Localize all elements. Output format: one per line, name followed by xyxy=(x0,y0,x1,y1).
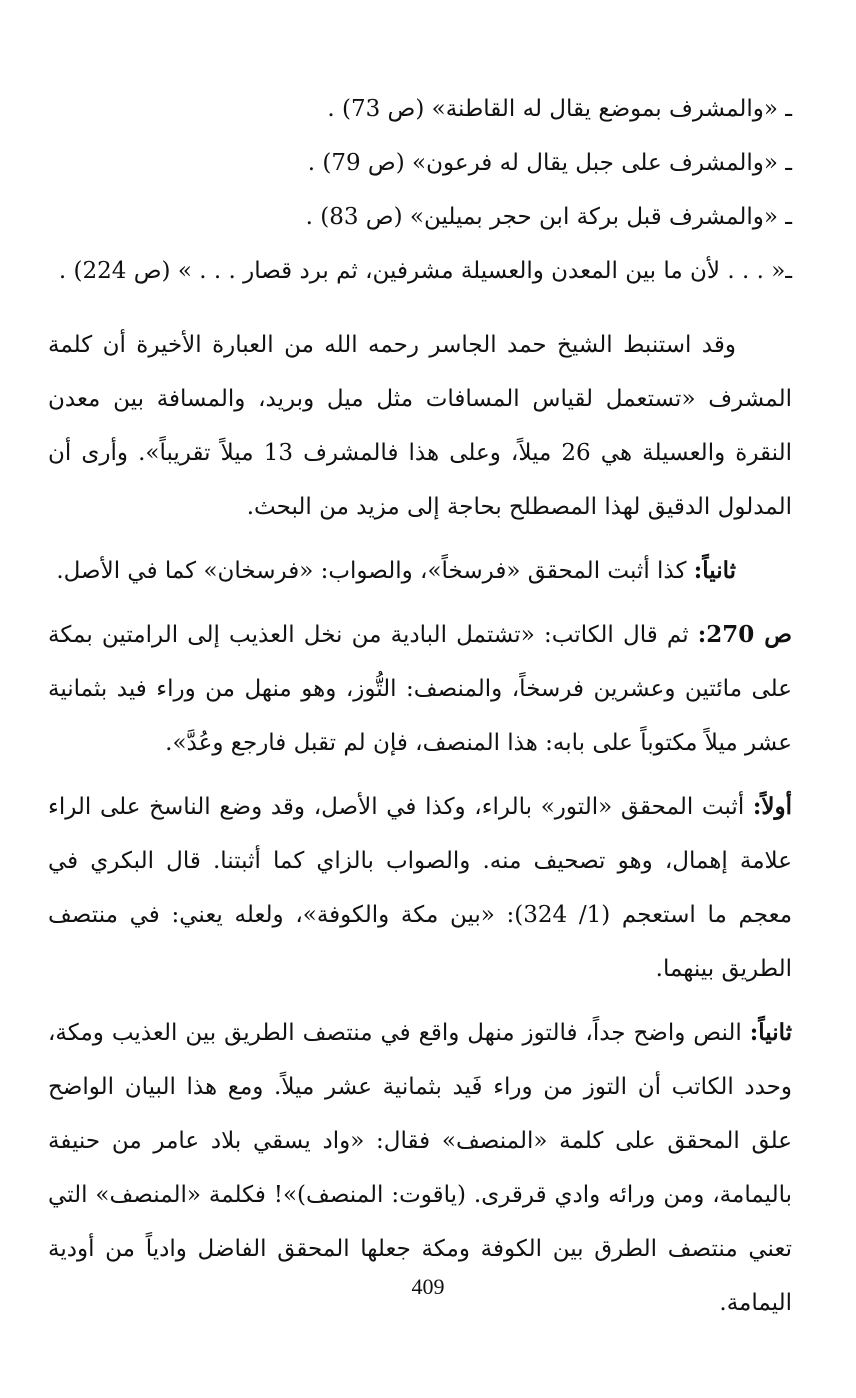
paragraph-text: أثبت المحقق «التور» بالراء، وكذا في الأصل، وقد وضع الناسخ على الراء علامة إهمال، وهو تصحيف منه. والصواب بالزاي كما أثبتنا. قال البكري في معجم ما استعجم (1/ 324): «بين مكة والكوفة»، ولعله يعني: في منتصف الطريق بينهما. xyxy=(48,794,793,982)
paragraph-lead: ثانياً: xyxy=(693,557,736,584)
paragraph-lead: ثانياً: xyxy=(749,1019,792,1046)
paragraph-1: وقد استنبط الشيخ حمد الجاسر رحمه الله من العبارة الأخيرة أن كلمة المشرف «تستعمل لقياس المسافات مثل ميل وبريد، والمسافة بين معدن النقرة والعسيلة هي 26 ميلاً، وعلى هذا فالمشرف 13 ميلاً تقريباً». وأرى أن المدلول الدقيق لهذا المصطلح بحاجة إلى مزيد من البحث. xyxy=(48,332,792,520)
list-item: ـ «والمشرف بموضع يقال له القاطنة» (ص 73) . xyxy=(327,96,792,122)
list-item: ـ« . . . لأن ما بين المعدن والعسيلة مشرفين، ثم برد قصار . . . » (ص 224) . xyxy=(58,258,792,284)
list-item: ـ «والمشرف على جبل يقال له فرعون» (ص 79) . xyxy=(307,150,792,176)
quote-list xyxy=(48,82,792,298)
paragraph-2 xyxy=(48,544,792,598)
paragraph-text: كذا أثبت المحقق «فرسخاً»، والصواب: «فرسخان» كما في الأصل. xyxy=(56,558,694,584)
paragraph-4 xyxy=(48,780,792,996)
list-item: ـ «والمشرف قبل بركة ابن حجر بميلين» (ص 83) . xyxy=(305,204,792,230)
paragraph-3 xyxy=(48,608,792,770)
paragraph-lead: أولاً: xyxy=(752,793,792,820)
paragraph-text: ثم قال الكاتب: «تشتمل البادية من نخل العذيب إلى الرامتين بمكة على مائتين وعشرين فرسخاً، والمنصف: التُّوز، وهو منهل من وراء فيد بثمانية عشر ميلاً مكتوباً على بابه: هذا المنصف، فإن لم تقبل فارجع وعُدَّ». xyxy=(48,622,792,756)
paragraph-lead: ص 270: xyxy=(697,621,792,648)
paragraph-text: النص واضح جداً، فالتوز منهل واقع في منتصف الطريق بين العذيب ومكة، وحدد الكاتب أن التوز من وراء فَيد بثمانية عشر ميلاً. ومع هذا البيان الواضح علق المحقق على كلمة «المنصف» فقال: «واد يسقي بلاد عامر من حنيفة باليمامة، ومن ورائه وادي قرقرى. (ياقوت: المنصف)»! فكلمة «المنصف» التي تعني منتصف الطرق بين الكوفة ومكة جعلها المحقق الفاضل وادياً من أودية اليمامة. xyxy=(48,1020,792,1316)
page-number: 409 xyxy=(411,1274,445,1299)
page-body xyxy=(48,82,792,1340)
